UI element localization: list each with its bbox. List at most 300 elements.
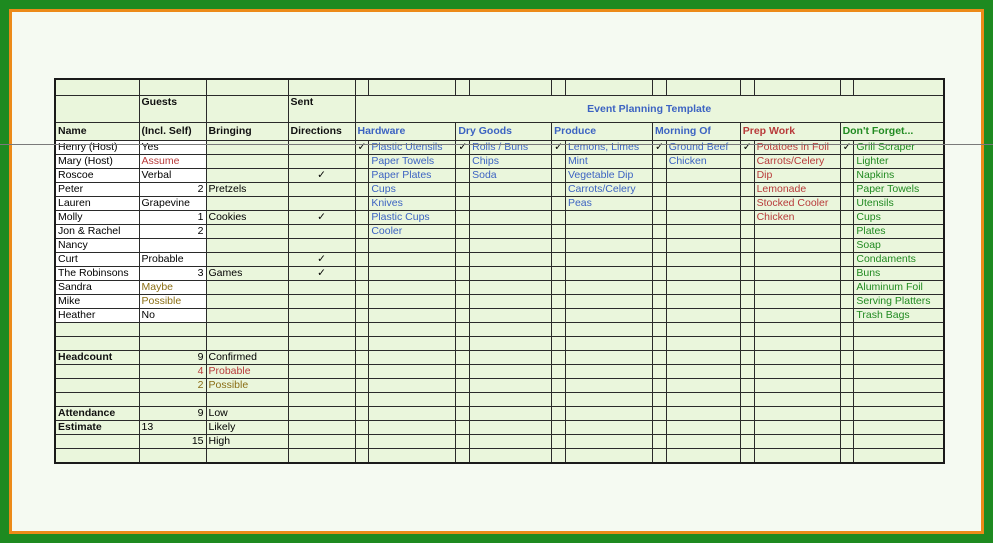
category-check[interactable] bbox=[652, 406, 666, 420]
blank-cell[interactable] bbox=[565, 336, 652, 350]
bringing-header[interactable]: Bringing bbox=[206, 122, 288, 140]
blank-cell[interactable] bbox=[854, 406, 944, 420]
blank-cell[interactable] bbox=[369, 322, 456, 336]
category-check[interactable] bbox=[355, 224, 369, 238]
category-check[interactable] bbox=[552, 406, 566, 420]
category-item[interactable]: Aluminum Foil bbox=[854, 280, 944, 294]
directions-sent[interactable] bbox=[288, 238, 355, 252]
category-check[interactable] bbox=[740, 448, 754, 463]
category-check[interactable] bbox=[652, 154, 666, 168]
category-check[interactable] bbox=[355, 420, 369, 434]
category-check[interactable] bbox=[652, 210, 666, 224]
category-item[interactable]: Ground Beef bbox=[666, 140, 740, 154]
blank-cell[interactable] bbox=[754, 406, 840, 420]
category-check[interactable] bbox=[355, 266, 369, 280]
blank-cell[interactable] bbox=[854, 336, 944, 350]
category-check[interactable] bbox=[740, 294, 754, 308]
directions-sent[interactable] bbox=[288, 294, 355, 308]
category-header-hardware[interactable]: Hardware bbox=[355, 122, 456, 140]
guest-name[interactable]: The Robinsons bbox=[55, 266, 139, 280]
category-check[interactable] bbox=[840, 308, 854, 322]
category-item[interactable]: Chicken bbox=[754, 210, 840, 224]
category-check[interactable] bbox=[456, 252, 470, 266]
guest-name[interactable]: Nancy bbox=[55, 238, 139, 252]
blank-cell[interactable] bbox=[55, 364, 139, 378]
blank-cell[interactable] bbox=[565, 280, 652, 294]
likely-count[interactable]: 13 bbox=[139, 420, 206, 434]
blank-cell[interactable] bbox=[854, 350, 944, 364]
blank-cell[interactable] bbox=[754, 336, 840, 350]
attendance-label[interactable]: Attendance bbox=[55, 406, 139, 420]
category-check[interactable] bbox=[652, 182, 666, 196]
directions-sent[interactable] bbox=[288, 154, 355, 168]
category-check[interactable] bbox=[652, 224, 666, 238]
blank-cell[interactable] bbox=[754, 350, 840, 364]
blank-cell[interactable] bbox=[666, 364, 740, 378]
blank-cell[interactable] bbox=[55, 336, 139, 350]
category-check[interactable]: ✓ bbox=[456, 140, 470, 154]
category-item[interactable]: Cups bbox=[369, 182, 456, 196]
blank-cell[interactable] bbox=[369, 434, 456, 448]
category-item[interactable]: Soap bbox=[854, 238, 944, 252]
guest-name[interactable]: Roscoe bbox=[55, 168, 139, 182]
blank-cell[interactable] bbox=[666, 210, 740, 224]
blank-cell[interactable] bbox=[369, 266, 456, 280]
blank-cell[interactable] bbox=[652, 79, 666, 95]
blank-cell[interactable] bbox=[288, 79, 355, 95]
blank-cell[interactable] bbox=[139, 322, 206, 336]
category-check[interactable] bbox=[552, 308, 566, 322]
category-check[interactable] bbox=[355, 364, 369, 378]
category-check[interactable] bbox=[355, 294, 369, 308]
category-item[interactable]: Chips bbox=[470, 154, 552, 168]
guest-name[interactable]: Curt bbox=[55, 252, 139, 266]
blank-cell[interactable] bbox=[666, 448, 740, 463]
category-check[interactable] bbox=[355, 168, 369, 182]
blank-cell[interactable] bbox=[666, 266, 740, 280]
blank-cell[interactable] bbox=[470, 406, 552, 420]
category-check[interactable] bbox=[355, 238, 369, 252]
blank-cell[interactable] bbox=[470, 364, 552, 378]
blank-cell[interactable] bbox=[470, 294, 552, 308]
blank-cell[interactable] bbox=[840, 79, 854, 95]
category-header-produce[interactable]: Produce bbox=[552, 122, 653, 140]
category-item[interactable]: Carrots/Celery bbox=[754, 154, 840, 168]
category-item[interactable]: Soda bbox=[470, 168, 552, 182]
category-item[interactable]: Dip bbox=[754, 168, 840, 182]
blank-cell[interactable] bbox=[369, 364, 456, 378]
blank-cell[interactable] bbox=[288, 434, 355, 448]
category-check[interactable]: ✓ bbox=[652, 140, 666, 154]
guest-count[interactable]: Grapevine bbox=[139, 196, 206, 210]
directions-sent[interactable] bbox=[288, 224, 355, 238]
category-check[interactable] bbox=[652, 378, 666, 392]
blank-cell[interactable] bbox=[565, 266, 652, 280]
category-check[interactable] bbox=[355, 448, 369, 463]
guest-name[interactable]: Mike bbox=[55, 294, 139, 308]
category-check[interactable] bbox=[840, 420, 854, 434]
guest-count[interactable]: Probable bbox=[139, 252, 206, 266]
blank-cell[interactable] bbox=[456, 79, 470, 95]
guest-count[interactable]: 3 bbox=[139, 266, 206, 280]
category-check[interactable]: ✓ bbox=[740, 140, 754, 154]
guest-name[interactable]: Molly bbox=[55, 210, 139, 224]
guest-bringing[interactable] bbox=[206, 154, 288, 168]
blank-cell[interactable] bbox=[369, 252, 456, 266]
blank-cell[interactable] bbox=[666, 224, 740, 238]
category-check[interactable] bbox=[552, 266, 566, 280]
blank-cell[interactable] bbox=[754, 434, 840, 448]
blank-cell[interactable] bbox=[369, 79, 456, 95]
category-check[interactable] bbox=[355, 378, 369, 392]
category-check[interactable] bbox=[740, 434, 754, 448]
category-check[interactable] bbox=[740, 364, 754, 378]
category-check[interactable] bbox=[840, 210, 854, 224]
category-check[interactable] bbox=[552, 154, 566, 168]
blank-cell[interactable] bbox=[754, 224, 840, 238]
blank-cell[interactable] bbox=[754, 364, 840, 378]
blank-cell[interactable] bbox=[369, 350, 456, 364]
guest-name[interactable]: Jon & Rachel bbox=[55, 224, 139, 238]
category-check[interactable] bbox=[840, 168, 854, 182]
category-check[interactable] bbox=[652, 252, 666, 266]
category-item[interactable]: Buns bbox=[854, 266, 944, 280]
category-check[interactable] bbox=[840, 280, 854, 294]
category-check[interactable] bbox=[740, 252, 754, 266]
blank-cell[interactable] bbox=[666, 434, 740, 448]
category-item[interactable]: Cups bbox=[854, 210, 944, 224]
category-check[interactable] bbox=[652, 238, 666, 252]
blank-cell[interactable] bbox=[666, 79, 740, 95]
category-item[interactable]: Lighter bbox=[854, 154, 944, 168]
blank-cell[interactable] bbox=[470, 238, 552, 252]
category-check[interactable] bbox=[740, 420, 754, 434]
blank-cell[interactable] bbox=[369, 448, 456, 463]
blank-cell[interactable] bbox=[470, 266, 552, 280]
category-check[interactable]: ✓ bbox=[840, 140, 854, 154]
category-check[interactable] bbox=[840, 266, 854, 280]
blank-cell[interactable] bbox=[369, 378, 456, 392]
category-check[interactable] bbox=[355, 434, 369, 448]
category-check[interactable] bbox=[355, 406, 369, 420]
blank-cell[interactable] bbox=[369, 238, 456, 252]
blank-cell[interactable] bbox=[754, 238, 840, 252]
category-item[interactable]: Carrots/Celery bbox=[565, 182, 652, 196]
category-item[interactable]: Utensils bbox=[854, 196, 944, 210]
category-check[interactable] bbox=[355, 350, 369, 364]
category-check[interactable] bbox=[740, 308, 754, 322]
category-check[interactable] bbox=[552, 392, 566, 406]
confirmed-count[interactable]: 9 bbox=[139, 350, 206, 364]
category-check[interactable] bbox=[552, 420, 566, 434]
confirmed-label[interactable]: Confirmed bbox=[206, 350, 288, 364]
category-item[interactable]: Mint bbox=[565, 154, 652, 168]
blank-cell[interactable] bbox=[206, 336, 288, 350]
category-check[interactable] bbox=[552, 364, 566, 378]
blank-cell[interactable] bbox=[139, 79, 206, 95]
blank-cell[interactable] bbox=[369, 280, 456, 294]
blank-cell[interactable] bbox=[470, 210, 552, 224]
blank-cell[interactable] bbox=[666, 238, 740, 252]
category-check[interactable] bbox=[355, 154, 369, 168]
category-check[interactable] bbox=[652, 448, 666, 463]
blank-cell[interactable] bbox=[854, 448, 944, 463]
category-item[interactable]: Cooler bbox=[369, 224, 456, 238]
blank-cell[interactable] bbox=[470, 79, 552, 95]
category-check[interactable] bbox=[840, 434, 854, 448]
blank-cell[interactable] bbox=[754, 420, 840, 434]
category-check[interactable] bbox=[355, 308, 369, 322]
low-count[interactable]: 9 bbox=[139, 406, 206, 420]
category-check[interactable] bbox=[456, 168, 470, 182]
blank-cell[interactable] bbox=[55, 95, 139, 122]
category-check[interactable] bbox=[740, 196, 754, 210]
probable-count[interactable]: 4 bbox=[139, 364, 206, 378]
blank-cell[interactable] bbox=[470, 182, 552, 196]
category-item[interactable]: Paper Towels bbox=[854, 182, 944, 196]
blank-cell[interactable] bbox=[139, 448, 206, 463]
category-check[interactable] bbox=[740, 168, 754, 182]
category-check[interactable] bbox=[355, 280, 369, 294]
category-item[interactable]: Chicken bbox=[666, 154, 740, 168]
guest-bringing[interactable] bbox=[206, 252, 288, 266]
blank-cell[interactable] bbox=[666, 182, 740, 196]
blank-cell[interactable] bbox=[754, 378, 840, 392]
category-check[interactable] bbox=[652, 336, 666, 350]
guest-bringing[interactable]: Pretzels bbox=[206, 182, 288, 196]
blank-cell[interactable] bbox=[565, 392, 652, 406]
blank-cell[interactable] bbox=[565, 308, 652, 322]
guest-bringing[interactable] bbox=[206, 168, 288, 182]
category-check[interactable] bbox=[840, 378, 854, 392]
category-item[interactable]: Knives bbox=[369, 196, 456, 210]
category-item[interactable]: Grill Scraper bbox=[854, 140, 944, 154]
guest-count[interactable]: Yes bbox=[139, 140, 206, 154]
blank-cell[interactable] bbox=[288, 322, 355, 336]
category-check[interactable] bbox=[652, 364, 666, 378]
category-check[interactable] bbox=[456, 434, 470, 448]
directions-header[interactable]: Directions bbox=[288, 122, 355, 140]
guest-name[interactable]: Peter bbox=[55, 182, 139, 196]
blank-cell[interactable] bbox=[369, 420, 456, 434]
category-check[interactable] bbox=[456, 182, 470, 196]
category-item[interactable]: Plastic Utensils bbox=[369, 140, 456, 154]
guest-name[interactable]: Mary (Host) bbox=[55, 154, 139, 168]
blank-cell[interactable] bbox=[666, 420, 740, 434]
probable-label[interactable]: Probable bbox=[206, 364, 288, 378]
guest-count[interactable] bbox=[139, 238, 206, 252]
category-check[interactable] bbox=[740, 266, 754, 280]
guest-count[interactable]: Possible bbox=[139, 294, 206, 308]
blank-cell[interactable] bbox=[666, 350, 740, 364]
guest-bringing[interactable] bbox=[206, 308, 288, 322]
category-check[interactable] bbox=[840, 238, 854, 252]
guest-bringing[interactable] bbox=[206, 280, 288, 294]
category-check[interactable] bbox=[740, 154, 754, 168]
blank-cell[interactable] bbox=[470, 434, 552, 448]
guest-count[interactable]: Assume bbox=[139, 154, 206, 168]
guest-bringing[interactable]: Cookies bbox=[206, 210, 288, 224]
directions-sent[interactable]: ✓ bbox=[288, 266, 355, 280]
category-check[interactable] bbox=[740, 406, 754, 420]
blank-cell[interactable] bbox=[666, 252, 740, 266]
blank-cell[interactable] bbox=[552, 79, 566, 95]
blank-cell[interactable] bbox=[854, 434, 944, 448]
category-check[interactable] bbox=[740, 378, 754, 392]
blank-cell[interactable] bbox=[470, 308, 552, 322]
blank-cell[interactable] bbox=[369, 294, 456, 308]
category-check[interactable] bbox=[456, 280, 470, 294]
blank-cell[interactable] bbox=[470, 196, 552, 210]
category-check[interactable] bbox=[840, 364, 854, 378]
blank-cell[interactable] bbox=[754, 252, 840, 266]
category-check[interactable] bbox=[740, 322, 754, 336]
category-header-prep-work[interactable]: Prep Work bbox=[740, 122, 840, 140]
blank-cell[interactable] bbox=[565, 448, 652, 463]
blank-cell[interactable] bbox=[565, 252, 652, 266]
category-check[interactable] bbox=[355, 182, 369, 196]
category-item[interactable]: Napkins bbox=[854, 168, 944, 182]
category-item[interactable]: Plates bbox=[854, 224, 944, 238]
category-check[interactable] bbox=[652, 196, 666, 210]
category-item[interactable]: Condaments bbox=[854, 252, 944, 266]
category-check[interactable] bbox=[456, 322, 470, 336]
blank-cell[interactable] bbox=[288, 406, 355, 420]
category-item[interactable]: Serving Platters bbox=[854, 294, 944, 308]
directions-sent[interactable] bbox=[288, 140, 355, 154]
category-check[interactable] bbox=[456, 224, 470, 238]
guest-name[interactable]: Heather bbox=[55, 308, 139, 322]
blank-cell[interactable] bbox=[288, 364, 355, 378]
guest-bringing[interactable] bbox=[206, 196, 288, 210]
guest-name[interactable]: Henry (Host) bbox=[55, 140, 139, 154]
blank-cell[interactable] bbox=[565, 406, 652, 420]
directions-sent[interactable]: ✓ bbox=[288, 252, 355, 266]
blank-cell[interactable] bbox=[754, 266, 840, 280]
blank-cell[interactable] bbox=[470, 224, 552, 238]
blank-cell[interactable] bbox=[854, 322, 944, 336]
category-check[interactable] bbox=[652, 308, 666, 322]
category-item[interactable]: Paper Towels bbox=[369, 154, 456, 168]
guest-count[interactable]: 1 bbox=[139, 210, 206, 224]
category-check[interactable] bbox=[740, 224, 754, 238]
directions-sent[interactable] bbox=[288, 280, 355, 294]
blank-cell[interactable] bbox=[565, 364, 652, 378]
possible-count[interactable]: 2 bbox=[139, 378, 206, 392]
category-check[interactable] bbox=[652, 266, 666, 280]
headcount-label[interactable]: Headcount bbox=[55, 350, 139, 364]
blank-cell[interactable] bbox=[565, 420, 652, 434]
blank-cell[interactable] bbox=[55, 322, 139, 336]
name-header[interactable]: Name bbox=[55, 122, 139, 140]
guest-count[interactable]: No bbox=[139, 308, 206, 322]
category-check[interactable] bbox=[552, 210, 566, 224]
blank-cell[interactable] bbox=[666, 406, 740, 420]
blank-cell[interactable] bbox=[206, 79, 288, 95]
blank-cell[interactable] bbox=[139, 392, 206, 406]
guest-count[interactable]: 2 bbox=[139, 224, 206, 238]
blank-cell[interactable] bbox=[288, 336, 355, 350]
possible-label[interactable]: Possible bbox=[206, 378, 288, 392]
blank-cell[interactable] bbox=[470, 448, 552, 463]
category-check[interactable] bbox=[840, 322, 854, 336]
blank-cell[interactable] bbox=[565, 79, 652, 95]
blank-cell[interactable] bbox=[754, 294, 840, 308]
likely-label[interactable]: Likely bbox=[206, 420, 288, 434]
low-label[interactable]: Low bbox=[206, 406, 288, 420]
category-check[interactable] bbox=[552, 196, 566, 210]
category-check[interactable] bbox=[552, 378, 566, 392]
blank-cell[interactable] bbox=[854, 364, 944, 378]
blank-cell[interactable] bbox=[369, 308, 456, 322]
blank-cell[interactable] bbox=[55, 392, 139, 406]
category-check[interactable]: ✓ bbox=[355, 140, 369, 154]
category-check[interactable] bbox=[456, 210, 470, 224]
blank-cell[interactable] bbox=[355, 79, 369, 95]
blank-cell[interactable] bbox=[666, 392, 740, 406]
blank-cell[interactable] bbox=[854, 79, 944, 95]
blank-cell[interactable] bbox=[565, 294, 652, 308]
category-check[interactable] bbox=[456, 350, 470, 364]
blank-cell[interactable] bbox=[206, 95, 288, 122]
category-check[interactable] bbox=[456, 336, 470, 350]
category-check[interactable] bbox=[840, 350, 854, 364]
blank-cell[interactable] bbox=[666, 378, 740, 392]
blank-cell[interactable] bbox=[565, 322, 652, 336]
blank-cell[interactable] bbox=[470, 336, 552, 350]
blank-cell[interactable] bbox=[666, 336, 740, 350]
guest-count[interactable]: 2 bbox=[139, 182, 206, 196]
blank-cell[interactable] bbox=[288, 420, 355, 434]
category-check[interactable] bbox=[552, 434, 566, 448]
category-check[interactable] bbox=[552, 252, 566, 266]
blank-cell[interactable] bbox=[55, 434, 139, 448]
category-header-morning-of[interactable]: Morning Of bbox=[652, 122, 740, 140]
sent-header[interactable]: Sent bbox=[288, 95, 355, 122]
directions-sent[interactable]: ✓ bbox=[288, 210, 355, 224]
category-check[interactable] bbox=[840, 224, 854, 238]
category-check[interactable] bbox=[552, 294, 566, 308]
blank-cell[interactable] bbox=[565, 224, 652, 238]
category-check[interactable] bbox=[355, 392, 369, 406]
category-check[interactable] bbox=[552, 322, 566, 336]
blank-cell[interactable] bbox=[55, 79, 139, 95]
blank-cell[interactable] bbox=[369, 406, 456, 420]
blank-cell[interactable] bbox=[854, 392, 944, 406]
high-label[interactable]: High bbox=[206, 434, 288, 448]
blank-cell[interactable] bbox=[470, 420, 552, 434]
category-item[interactable]: Potatoes in Foil bbox=[754, 140, 840, 154]
category-check[interactable] bbox=[840, 392, 854, 406]
category-check[interactable] bbox=[552, 350, 566, 364]
blank-cell[interactable] bbox=[55, 378, 139, 392]
guest-name[interactable]: Lauren bbox=[55, 196, 139, 210]
category-item[interactable]: Plastic Cups bbox=[369, 210, 456, 224]
blank-cell[interactable] bbox=[565, 434, 652, 448]
category-check[interactable] bbox=[840, 294, 854, 308]
blank-cell[interactable] bbox=[206, 448, 288, 463]
category-item[interactable]: Paper Plates bbox=[369, 168, 456, 182]
blank-cell[interactable] bbox=[470, 378, 552, 392]
directions-sent[interactable] bbox=[288, 308, 355, 322]
blank-cell[interactable] bbox=[288, 350, 355, 364]
category-check[interactable] bbox=[840, 154, 854, 168]
category-check[interactable] bbox=[652, 280, 666, 294]
category-check[interactable] bbox=[552, 238, 566, 252]
blank-cell[interactable] bbox=[740, 79, 754, 95]
category-check[interactable] bbox=[456, 196, 470, 210]
category-item[interactable]: Stocked Cooler bbox=[754, 196, 840, 210]
